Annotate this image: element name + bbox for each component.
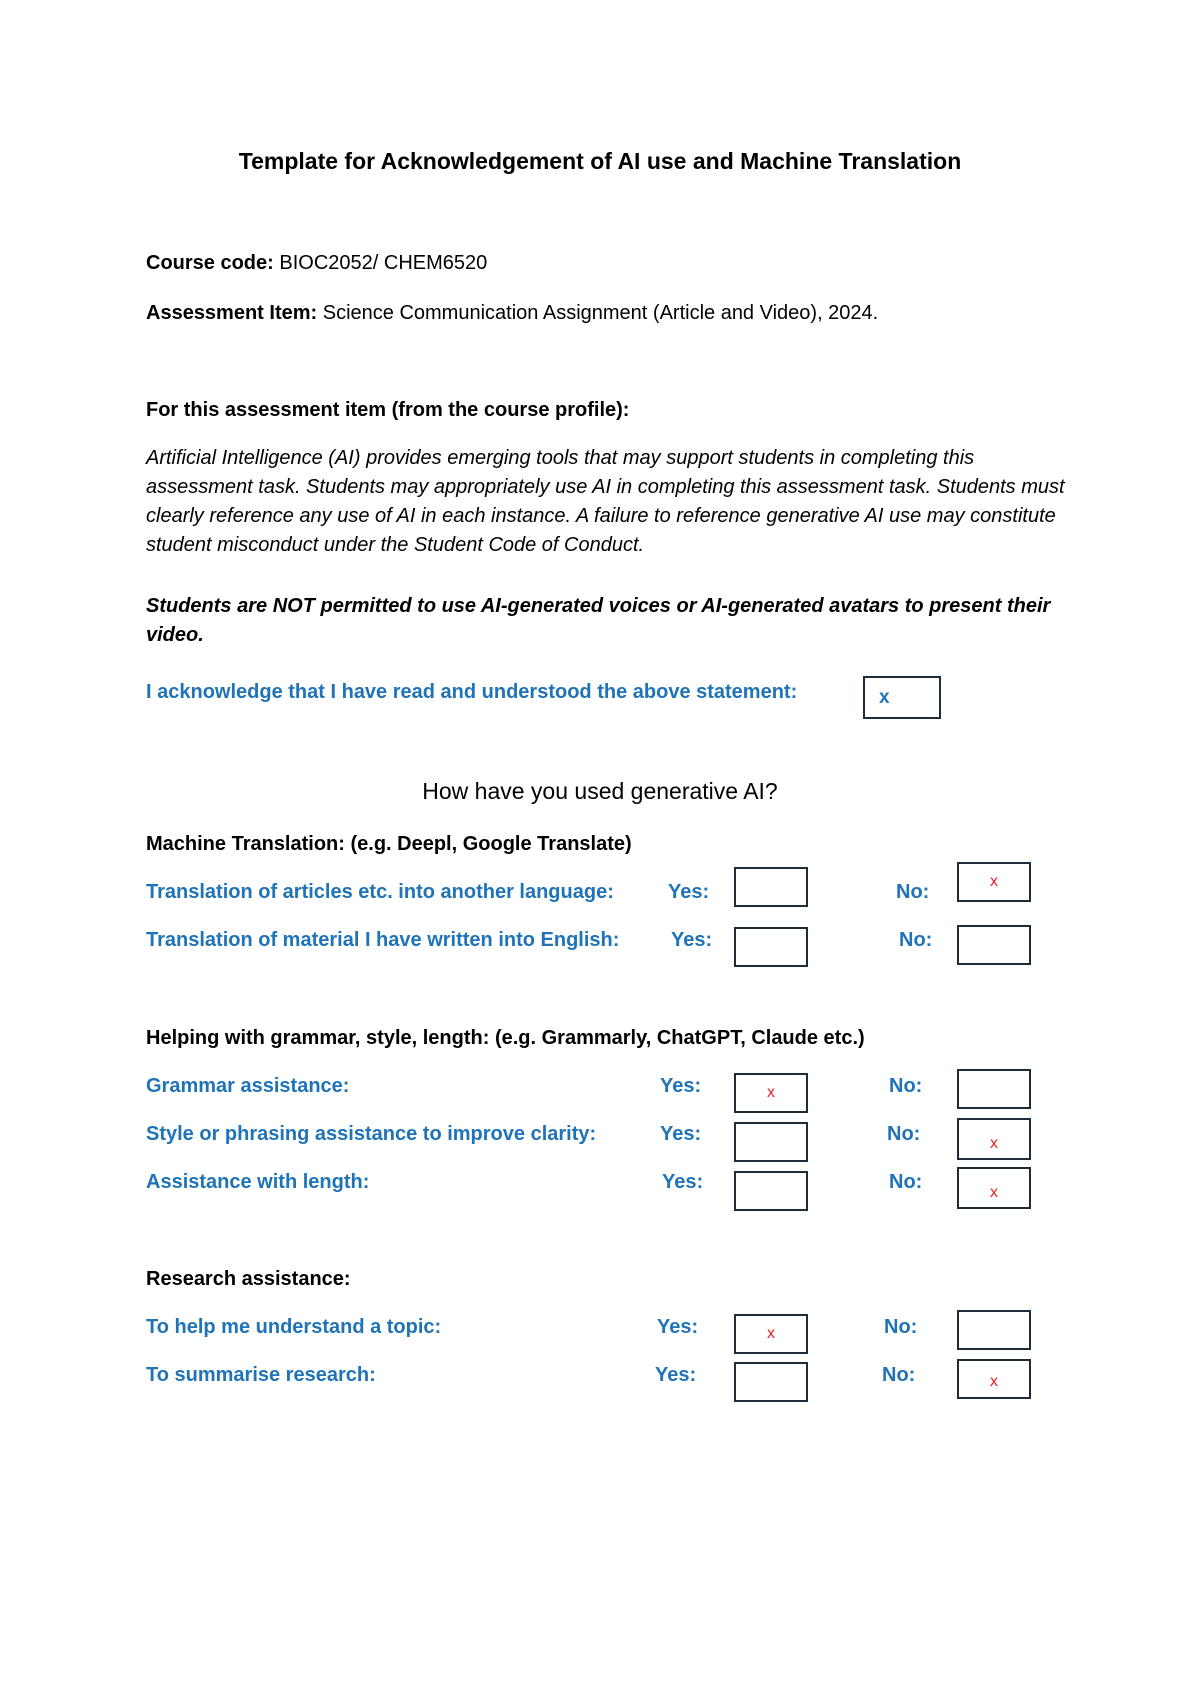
yes-checkbox-understand-topic[interactable] (734, 1314, 808, 1354)
row-label-grammar: Grammar assistance: (146, 1075, 350, 1097)
yes-checkbox-grammar[interactable] (734, 1073, 808, 1113)
no-checkbox-understand-topic[interactable] (957, 1310, 1031, 1350)
yes-checkbox-length[interactable] (734, 1171, 808, 1211)
yes-checkbox-summarise-research[interactable] (734, 1362, 808, 1402)
assessment-item-value: Science Communication Assignment (Article and Video), 2024. (322, 302, 879, 324)
acknowledge-label: I acknowledge that I have read and understood the above statement: (146, 681, 798, 703)
no-label: No: (896, 881, 930, 903)
usage-heading: How have you used generative AI? (422, 778, 778, 804)
course-code-line (146, 252, 487, 275)
no-mark: x (990, 1134, 998, 1152)
row-label-translate-my-writing: Translation of material I have written into English: (146, 929, 620, 951)
profile-heading: For this assessment item (from the course profile): (146, 399, 630, 421)
no-mark: x (990, 873, 998, 890)
yes-label: Yes: (657, 1316, 699, 1338)
assessment-item-line (146, 302, 878, 325)
section-heading-research: Research assistance: (146, 1268, 351, 1290)
yes-label: Yes: (660, 1075, 702, 1097)
no-checkbox-translate-articles[interactable] (957, 862, 1031, 902)
no-checkbox-summarise-research[interactable] (957, 1359, 1031, 1399)
row-label-translate-articles: Translation of articles etc. into another language: (146, 881, 614, 903)
ai-voice-warning: Students are NOT permitted to use AI-generated voices or AI-generated avatars to present their video. (146, 595, 1051, 646)
no-checkbox-translate-my-writing[interactable] (957, 925, 1031, 965)
no-label: No: (889, 1171, 923, 1193)
yes-checkbox-translate-my-writing[interactable] (734, 927, 808, 967)
assessment-item-label: Assessment Item: (146, 302, 318, 324)
yes-label: Yes: (671, 929, 713, 951)
no-mark: x (990, 1183, 998, 1201)
no-label: No: (899, 929, 933, 951)
yes-checkbox-translate-articles[interactable] (734, 867, 808, 907)
no-checkbox-style[interactable] (957, 1118, 1031, 1160)
section-heading-machine-translation: Machine Translation: (e.g. Deepl, Google Translate) (146, 833, 632, 855)
yes-label: Yes: (660, 1123, 702, 1145)
acknowledge-checkbox[interactable] (863, 676, 941, 719)
row-label-summarise-research: To summarise research: (146, 1364, 376, 1386)
yes-mark: x (767, 1325, 775, 1342)
no-mark: x (990, 1372, 998, 1390)
yes-checkbox-style[interactable] (734, 1122, 808, 1162)
no-label: No: (889, 1075, 923, 1097)
row-label-style: Style or phrasing assistance to improve clarity: (146, 1123, 597, 1145)
yes-label: Yes: (662, 1171, 704, 1193)
document-title: Template for Acknowledgement of AI use and Machine Translation (238, 148, 962, 174)
no-label: No: (882, 1364, 916, 1386)
yes-mark: x (767, 1084, 775, 1101)
profile-paragraph: Artificial Intelligence (AI) provides emerging tools that may support students in completing this assessment task. Students may appropriately use AI in completing this assessment task. Students must clearly reference any use of AI in each instance. A failure to reference generative AI use may constitute student misconduct under the Student Code of Conduct. (146, 447, 1065, 556)
acknowledge-mark: x (879, 686, 890, 708)
no-checkbox-length[interactable] (957, 1167, 1031, 1209)
course-code-value: BIOC2052/ CHEM6520 (279, 252, 488, 274)
row-label-understand-topic: To help me understand a topic: (146, 1316, 442, 1338)
no-checkbox-grammar[interactable] (957, 1069, 1031, 1109)
no-label: No: (887, 1123, 921, 1145)
course-code-label: Course code: (146, 252, 274, 274)
yes-label: Yes: (668, 881, 710, 903)
no-label: No: (884, 1316, 918, 1338)
row-label-length: Assistance with length: (146, 1171, 370, 1193)
yes-label: Yes: (655, 1364, 697, 1386)
section-heading-grammar-style: Helping with grammar, style, length: (e.g. Grammarly, ChatGPT, Claude etc.) (146, 1027, 865, 1049)
